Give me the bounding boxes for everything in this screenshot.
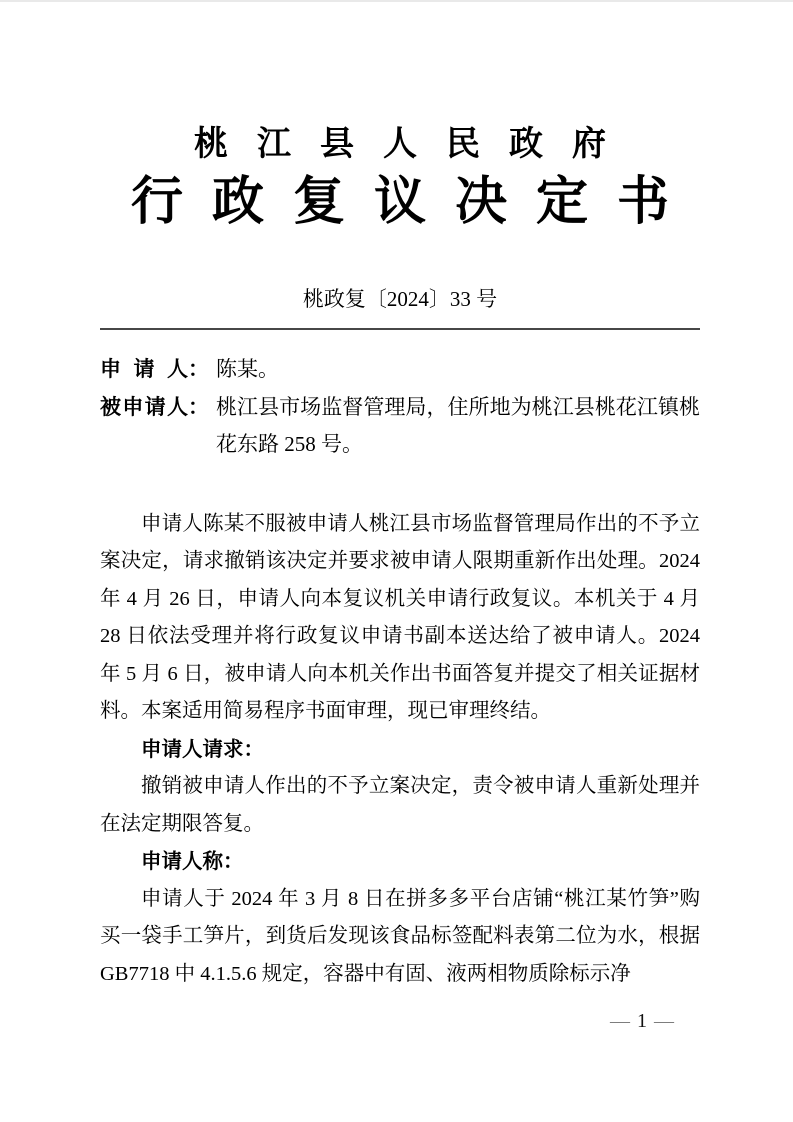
heading-applicant-statement: 申请人称： [141, 850, 244, 873]
page-number-dash-left: — [610, 1010, 630, 1032]
page-number-dash-right: — [654, 1010, 674, 1032]
paragraph-case-summary: 申请人陈某不服被申请人桃江县市场监督管理局作出的不予立案决定，请求撤销该决定并要求被申请人限期重新作出处理。2024 年 4 月 26 日，申请人向本复议机关申请行政复议。本机关于 4 月 28 日依法受理并将行政复议申请书副本送达给了被申请人。2024 年 5 月 6 日，被申请人向本机关作出书面答复并提交了相关证据材料。本案适用简易程序书面审理，现已审理终结。 [100, 512, 700, 722]
page-number [610, 1008, 674, 1034]
paragraph-statement-content: 申请人于 2024 年 3 月 8 日在拼多多平台店铺“桃江某竹笋”购买一袋手工笋片，到货后发现该食品标签配料表第二位为水，根据 GB7718 中 4.1.5.6 规定，容器中有固、液两相物质除标示净 [100, 887, 700, 985]
document-title: 行政复议决定书 [130, 173, 698, 231]
applicant-value: 陈某。 [216, 357, 279, 381]
header-divider [100, 328, 700, 330]
respondent-value: 桃江县市场监督管理局，住所地为桃江县桃花江镇桃花东路 258 号。 [216, 394, 700, 456]
respondent-row [100, 389, 700, 464]
paragraph-request-content: 撤销被申请人作出的不予立案决定，责令被申请人重新处理并在法定期限答复。 [100, 775, 700, 835]
applicant-row [100, 351, 700, 389]
heading-applicant-request: 申请人请求： [141, 737, 264, 761]
parties-block [100, 351, 700, 464]
document-body [100, 506, 700, 994]
applicant-label: 申请人 [100, 358, 188, 381]
applicant-label-colon: ： [188, 358, 209, 381]
document-number: 桃政复〔2024〕33 号 [302, 287, 498, 311]
page-number-value: 1 [637, 1010, 647, 1032]
respondent-label: 被申请人 [100, 395, 188, 419]
respondent-label-colon: ： [188, 395, 209, 419]
issuing-authority-title: 桃江县人民政府 [194, 126, 635, 163]
